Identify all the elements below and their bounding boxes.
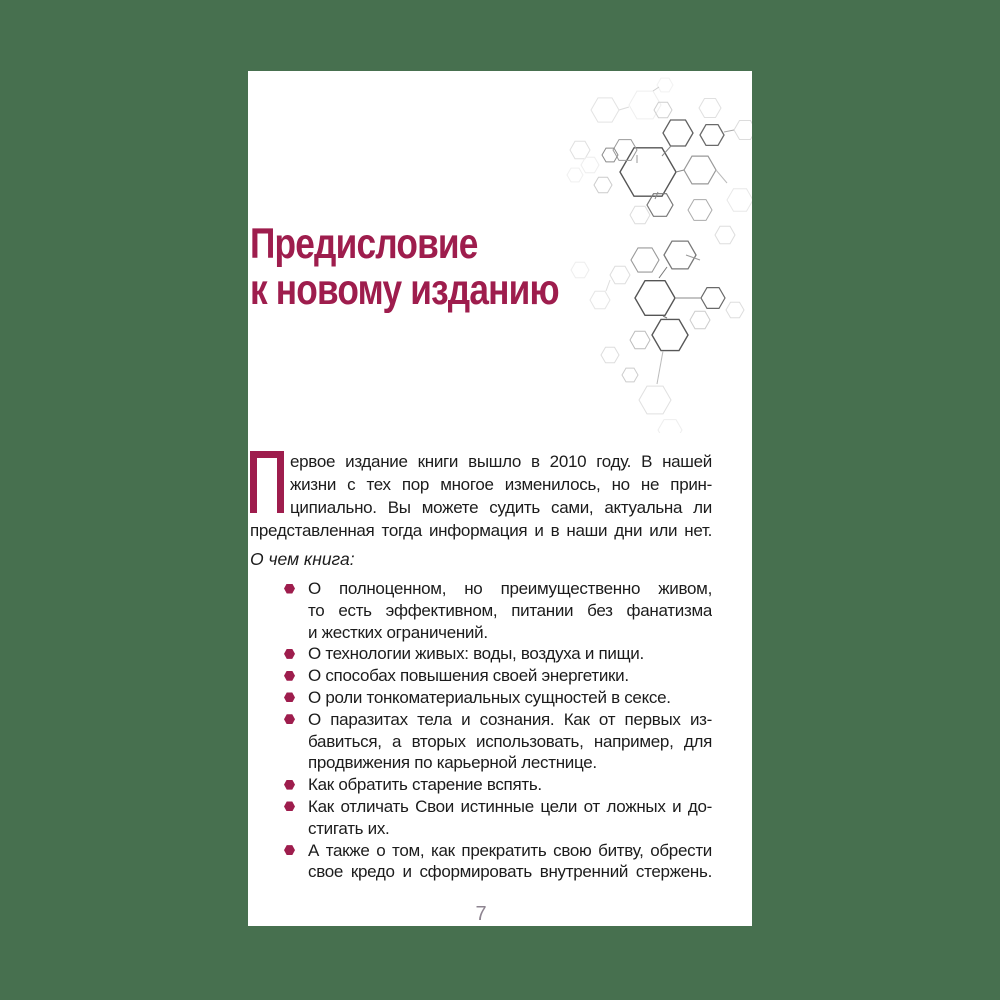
chapter-title [250, 221, 559, 313]
list-item-line: то есть эффективном, питании без фанатизма [308, 600, 712, 620]
hexagon-shape [594, 177, 612, 193]
bond-line [676, 170, 684, 172]
hexagon-shape [570, 141, 590, 158]
hexagon-shape [622, 368, 638, 382]
topics-list [250, 578, 712, 883]
hexagon-shape [700, 125, 724, 146]
list-item [250, 709, 712, 774]
hexagon-shape [652, 319, 688, 350]
bond-line [662, 146, 671, 156]
list-item-line: свое кредо и сформировать внутренний стержень. [308, 862, 712, 882]
list-intro-label: О чем книга: [250, 549, 355, 569]
hexagon-shape [654, 102, 672, 118]
hexagon-shape [727, 189, 752, 212]
hexagon-shape [726, 302, 744, 318]
hexagon-bullet-icon [284, 845, 295, 855]
hexagon-shape [620, 148, 676, 196]
bond-line [657, 351, 663, 384]
hexagon-bullet-icon [284, 780, 295, 790]
page-number: 7 [475, 903, 487, 925]
list-item-line: бавиться, а вторых использовать, например, для [308, 731, 712, 751]
list-item-line: Как обратить старение вспять. [308, 775, 542, 795]
hexagon-shape [591, 98, 619, 122]
hexagon-shape [715, 226, 735, 243]
intro-paragraph [250, 450, 712, 542]
hexagon-shape [630, 206, 650, 223]
hexagon-shape [590, 291, 610, 308]
list-item-line: Как отличать Свои истинные цели от ложных и до- [308, 796, 712, 816]
list-item-line: О технологии живых: воды, воздуха и пищи. [308, 644, 644, 664]
book-page [248, 71, 752, 926]
list-item [250, 840, 712, 884]
hexagon-shape [613, 140, 637, 161]
list-item [250, 774, 712, 796]
hexagon-shape [657, 78, 673, 92]
bond-line [724, 130, 734, 132]
hexagon-shape [684, 156, 716, 184]
list-item-line: О паразитах тела и сознания. Как от первых из- [308, 709, 712, 729]
list-item-line: А также о том, как прекратить свою битву, обрести [308, 840, 712, 860]
hexagon-molecule-decoration-icon [555, 71, 752, 433]
hexagon-bullet-icon [284, 671, 295, 681]
hexagon-shape [631, 248, 659, 272]
hexagon-shape [581, 157, 599, 173]
list-item-line: продвижения по карьерной лестнице. [308, 753, 597, 773]
bond-line [653, 87, 659, 91]
hexagon-shape [664, 241, 696, 269]
list-item-line: О роли тонкоматериальных сущностей в сексе. [308, 687, 671, 707]
hexagon-shape [734, 121, 752, 140]
list-item-line: и жестких ограничений. [308, 622, 488, 642]
hexagon-shape [658, 420, 682, 433]
hexagon-shape [688, 200, 712, 221]
paragraph-line: жизни с тех пор многое изменилось, но не прин- [290, 475, 712, 494]
hexagon-bullet-icon [284, 692, 295, 702]
hexagon-shape [602, 148, 618, 162]
hexagon-bullet-icon [284, 801, 295, 811]
hexagon-shape [601, 347, 619, 363]
chapter-title-line1: Предисловие [250, 220, 478, 268]
bond-line [716, 170, 727, 183]
hexagon-shape [701, 288, 725, 309]
bond-line [686, 255, 700, 260]
chapter-title-line2: к новому изданию [250, 266, 559, 314]
drop-cap-letter [250, 451, 284, 513]
bond-line [663, 316, 667, 318]
list-item-line: О полноценном, но преимущественно живом, [308, 579, 712, 598]
hexagon-shape [639, 386, 671, 414]
hexagon-shape [571, 262, 589, 278]
list-item-line: О способах повышения своей энергетики. [308, 666, 629, 686]
paragraph-line: представленная тогда информация и в наши дни или нет. [250, 521, 712, 540]
list-item [250, 578, 712, 643]
list-item [250, 796, 712, 840]
bond-line [659, 267, 667, 278]
list-item [250, 665, 712, 687]
hexagon-shape [647, 194, 673, 217]
paragraph-line: ципиально. Вы можете судить сами, актуальна ли [290, 498, 712, 517]
paragraph-line: ервое издание книги вышло в 2010 году. В нашей [290, 452, 712, 471]
list-item-line: стигать их. [308, 818, 390, 838]
hexagon-shape [630, 331, 650, 348]
list-item [250, 643, 712, 665]
hexagon-bullet-icon [284, 649, 295, 659]
bond-line [619, 107, 629, 110]
hexagon-shape [663, 120, 693, 146]
hexagon-shape [567, 168, 583, 182]
hexagon-bullet-icon [284, 714, 295, 724]
hexagon-shape [690, 311, 710, 328]
hexagon-shape [635, 281, 675, 316]
bond-line [606, 280, 610, 291]
hexagon-shape [610, 266, 630, 283]
hexagon-bullet-icon [284, 584, 295, 594]
hexagon-shape [629, 91, 661, 119]
bond-line [655, 192, 658, 199]
list-item [250, 687, 712, 709]
hexagon-shape [699, 99, 721, 118]
